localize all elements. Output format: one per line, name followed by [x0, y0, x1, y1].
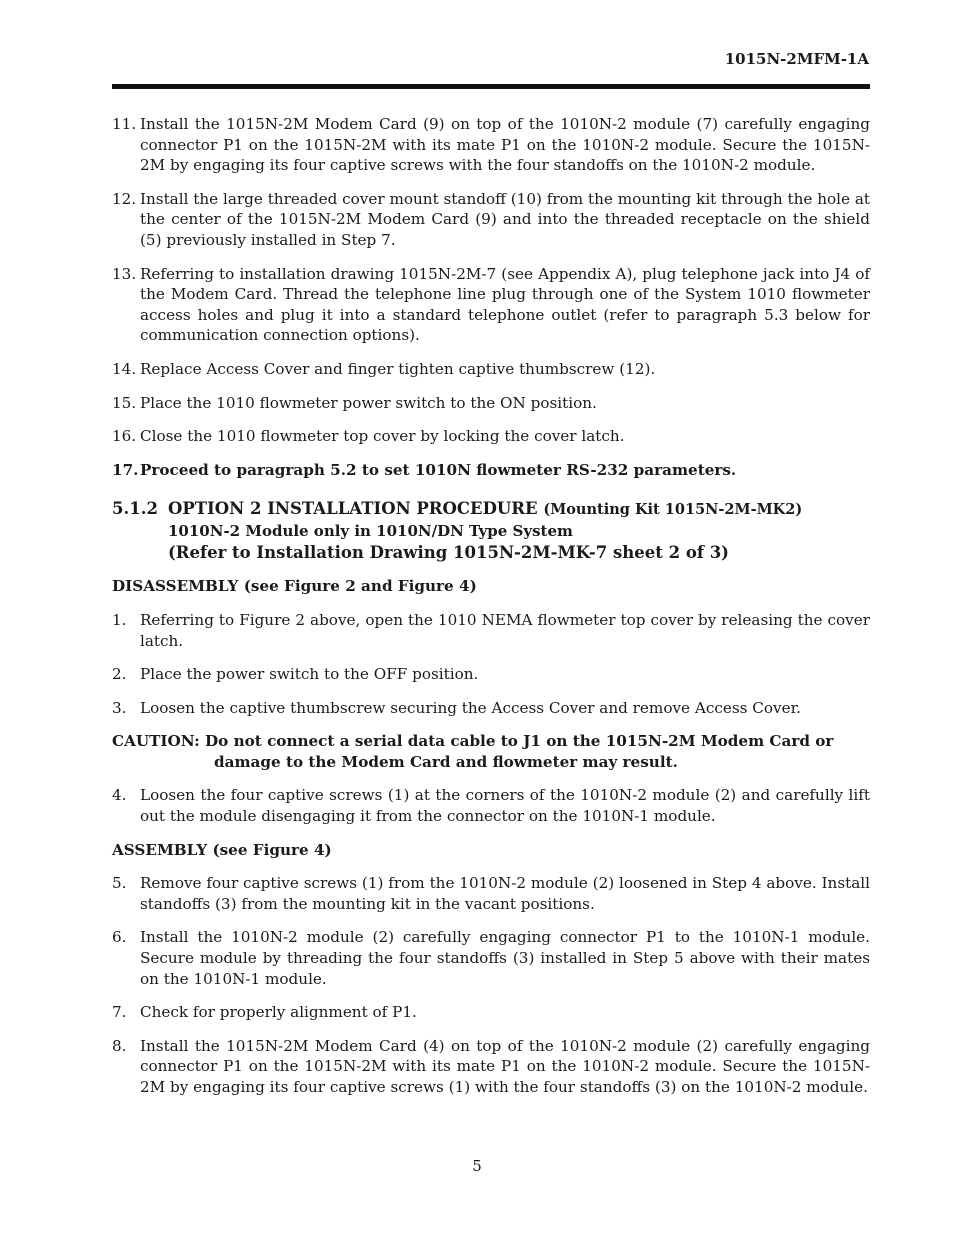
list-item: [112, 264, 870, 346]
step-text: Referring to Figure 2 above, open the 1010 NEMA flowmeter top cover by releasing the cover latch.: [140, 610, 870, 650]
list-item: [112, 359, 870, 380]
list-item: [112, 114, 870, 176]
step-text: Loosen the four captive screws (1) at the corners of the 1010N-2 module (2) and carefully lift out the module disengaging it from the connector on the 1010N-1 module.: [140, 786, 870, 826]
list-item: [112, 785, 870, 826]
section-heading: [112, 498, 870, 564]
step-text: Install the 1015N-2M Modem Card (9) on top of the 1010N-2 module (7) carefully engaging connector P1 on the 1015N-2M with its mate P1 on the 1010N-2 module. Secure the 1015N-2M by engaging its four captive screws with the four standoffs on the 1010N-2 module.: [140, 115, 870, 175]
assembly-heading: ASSEMBLY (see Figure 4): [112, 840, 332, 859]
step-number: 14.: [112, 359, 137, 378]
step-text: Install the 1015N-2M Modem Card (4) on top of the 1010N-2 module (2) carefully engaging connector P1 on the 1015N-2M with its mate P1 on the 1010N-2 module. Secure the 1015N-2M by engaging its four captive screws (1) with the four standoffs (3) on the 1010N-2 module.: [140, 1036, 870, 1096]
step-text: Install the 1010N-2 module (2) carefully engaging connector P1 to the 1010N-1 module. Secure module by threading the four standoffs (3) installed in Step 5 above with their mates on the 1010N-1 module.: [140, 928, 870, 988]
step-number: 5.: [112, 874, 127, 893]
step-text: Proceed to paragraph 5.2 to set 1010N flowmeter RS-232 parameters.: [140, 460, 737, 479]
step-number: 2.: [112, 665, 127, 684]
disassembly-heading: DISASSEMBLY (see Figure 2 and Figure 4): [112, 577, 477, 596]
step-number: 13.: [112, 264, 137, 283]
step-number: 16.: [112, 427, 137, 446]
step-text: Remove four captive screws (1) from the 1010N-2 module (2) loosened in Step 4 above. Install standoffs (3) from the mounting kit in the vacant positions.: [140, 874, 870, 913]
step-text: Install the large threaded cover mount standoff (10) from the mounting kit through the hole at the center of the 1015N-2M Modem Card (9) and into the threaded receptacle on the shield (5) previously installed in Step 7.: [140, 189, 870, 249]
document-code: 1015N-2MFM-1A: [724, 50, 869, 68]
step-number: 17.: [112, 460, 139, 479]
step-number: 7.: [112, 1003, 127, 1022]
list-item-bold: [112, 460, 870, 481]
list-item: [112, 698, 870, 719]
step-number: 11.: [112, 115, 137, 133]
section-reference: (Refer to Installation Drawing 1015N-2M-MK-7 sheet 2 of 3): [168, 543, 729, 563]
section-number: 5.1.2: [112, 499, 158, 519]
caution-notice: [112, 731, 870, 772]
step-text: Check for properly alignment of P1.: [140, 1003, 417, 1022]
section-kit: (Mounting Kit 1015N-2M-MK2): [543, 501, 803, 519]
list-item: [112, 426, 870, 447]
page-content: [112, 114, 870, 1111]
list-item: [112, 189, 870, 251]
step-number: 3.: [112, 698, 127, 717]
step-number: 6.: [112, 928, 127, 947]
step-text: Place the 1010 flowmeter power switch to the ON position.: [140, 393, 597, 412]
header-rule: [112, 84, 870, 89]
list-item: [112, 664, 870, 685]
step-text: Place the power switch to the OFF position.: [140, 665, 479, 684]
step-number: 4.: [112, 786, 127, 805]
step-text: Loosen the captive thumbscrew securing the Access Cover and remove Access Cover.: [140, 698, 801, 717]
list-item: [112, 873, 870, 914]
list-item: [112, 1036, 870, 1098]
section-title: OPTION 2 INSTALLATION PROCEDURE: [168, 499, 538, 519]
caution-text-continued: damage to the Modem Card and flowmeter may result.: [214, 752, 678, 771]
caution-text: Do not connect a serial data cable to J1 on the 1015N-2M Modem Card or: [205, 732, 834, 751]
list-item: [112, 610, 870, 651]
step-number: 8.: [112, 1036, 127, 1055]
page-number: 5: [472, 1157, 482, 1175]
list-item: [112, 393, 870, 414]
list-item: [112, 1002, 870, 1023]
step-number: 1.: [112, 610, 127, 629]
step-text: Referring to installation drawing 1015N-2M-7 (see Appendix A), plug telephone jack into J4 of the Modem Card. Thread the telephone line plug through one of the System 1010 flowmeter access holes and plug it into a standard telephone outlet (refer to paragraph 5.3 below for communication connection options).: [140, 264, 870, 345]
step-number: 12.: [112, 189, 137, 208]
section-subtitle: 1010N-2 Module only in 1010N/DN Type System: [168, 522, 573, 541]
caution-label: CAUTION:: [112, 732, 200, 751]
step-text: Close the 1010 flowmeter top cover by locking the cover latch.: [140, 427, 625, 446]
step-text: Replace Access Cover and finger tighten captive thumbscrew (12).: [140, 359, 656, 378]
step-number: 15.: [112, 393, 137, 412]
list-item: [112, 927, 870, 989]
